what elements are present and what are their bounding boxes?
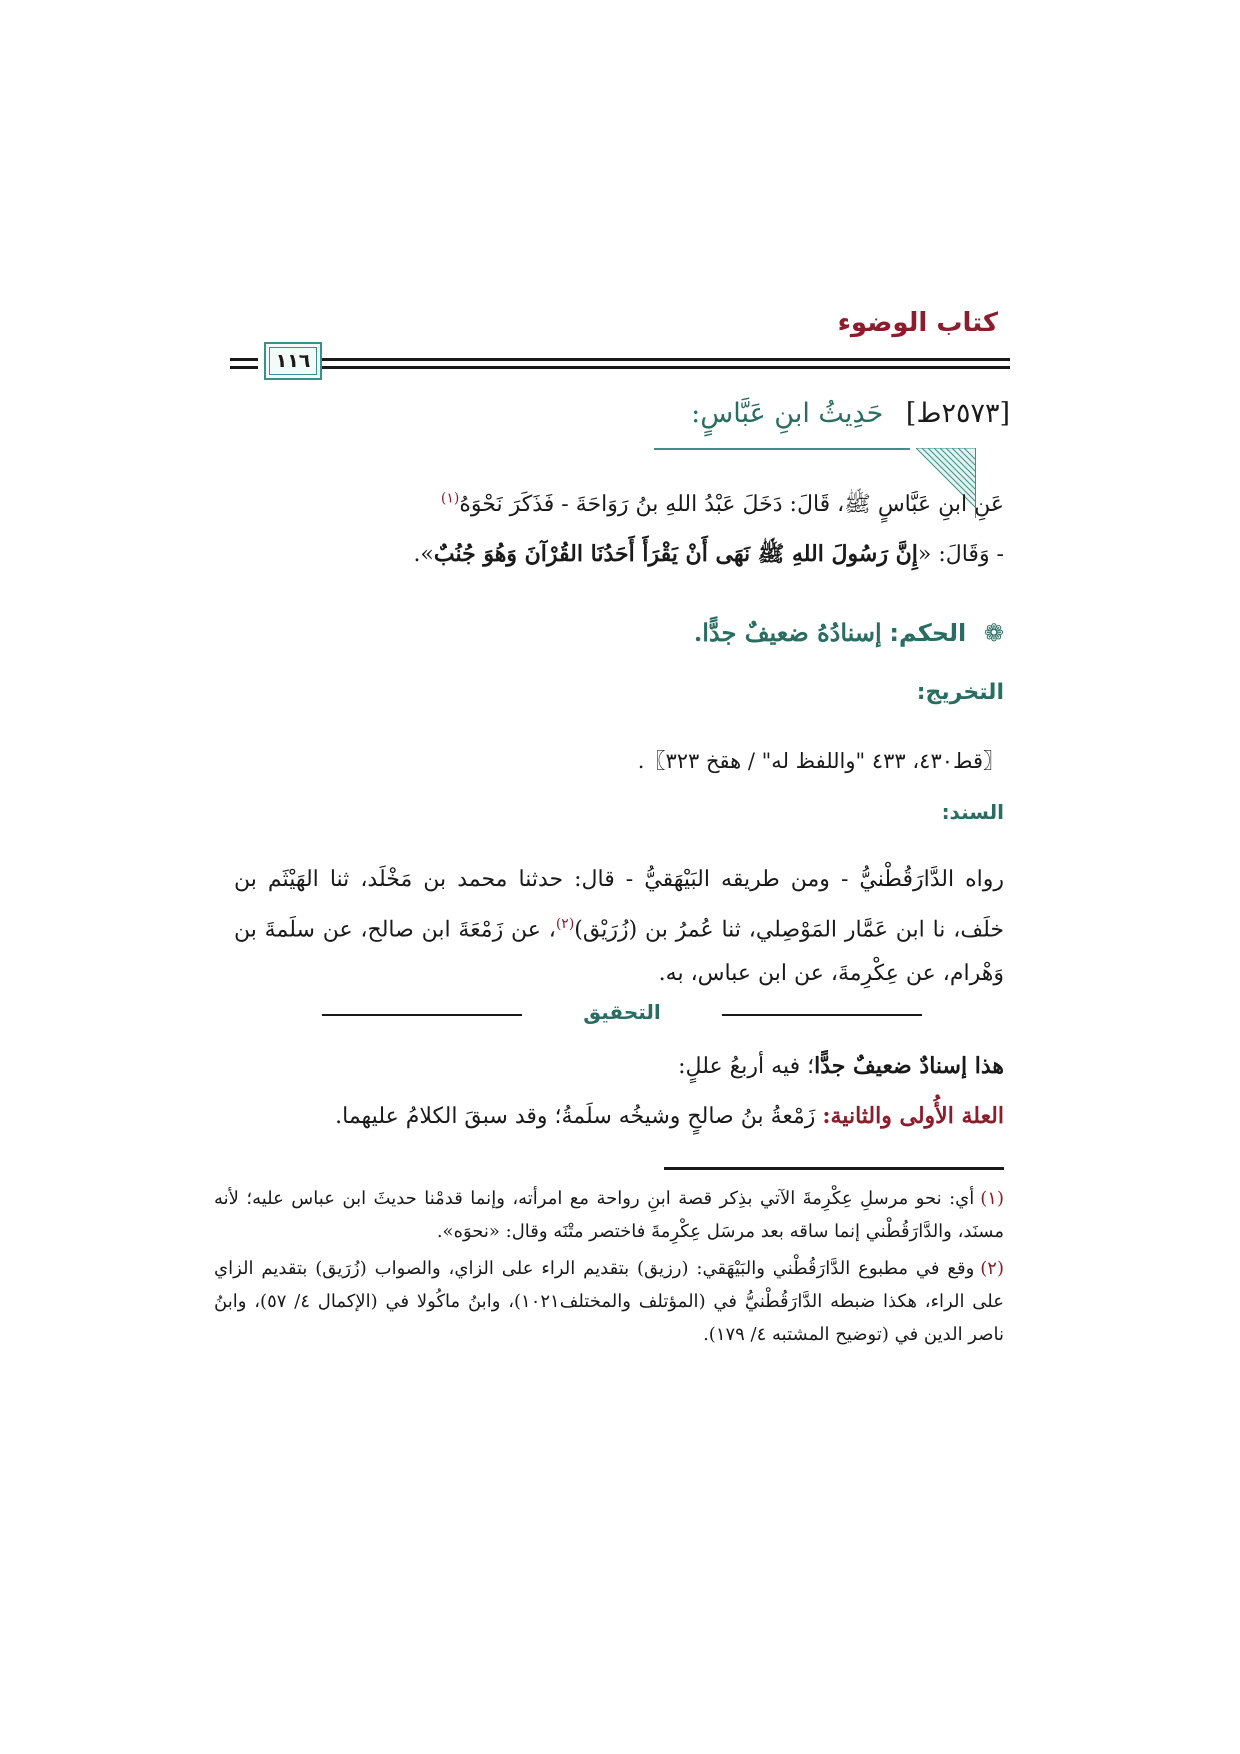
page-number: ١١٦ bbox=[275, 350, 311, 372]
ruling-value: إسنادُهُ ضعيفٌ جدًّا. bbox=[693, 618, 882, 647]
sanad-paragraph bbox=[234, 858, 1004, 996]
hadith-text-line-1 bbox=[441, 490, 1004, 522]
hadith-text-line-2 bbox=[413, 540, 1004, 572]
footnote-ref: (٢) bbox=[555, 916, 575, 932]
header-rule bbox=[310, 358, 1010, 361]
footnote-rule bbox=[664, 1167, 1004, 1170]
hadith-number: [٢٥٧٣ط] bbox=[905, 398, 1010, 429]
sanad-text-cont: ، عن زَمْعَةَ ابن صالح، عن سلَمةَ بن وَهْرام، عن عِكْرِمةَ، عن ابن عباس، به. bbox=[234, 917, 1004, 987]
footnote-item bbox=[214, 1252, 1004, 1351]
hadith-heading bbox=[691, 398, 1010, 429]
header-rule bbox=[230, 366, 258, 369]
illa-paragraph bbox=[234, 1094, 1004, 1139]
header-rule bbox=[230, 358, 258, 361]
flower-ornament-icon: ❁ bbox=[983, 619, 1004, 647]
tahqiq-divider bbox=[322, 1002, 922, 1026]
footnote-ref: (١) bbox=[440, 490, 460, 507]
hadith-text: عَنِ ابنِ عَبَّاسٍ ﷺ، قَالَ: دَخَلَ عَبْدُ اللهِ بنُ رَوَاحَةَ - فَذَكَرَ نَحْوَهُ bbox=[459, 492, 1004, 517]
header-rule bbox=[310, 366, 1010, 369]
hadith-title: حَدِيثُ ابنِ عَبَّاسٍ: bbox=[691, 398, 884, 429]
hadith-matn: إِنَّ رَسُولَ اللهِ ﷺ نَهَى أَنْ يَقْرَأَ أَحَدُنَا القُرْآنَ وَهُوَ جُنُبٌ bbox=[433, 541, 918, 567]
hadith-quote-close: ». bbox=[413, 542, 434, 567]
footnote-number: (١) bbox=[980, 1188, 1004, 1209]
divider-line bbox=[722, 1014, 922, 1016]
footnote-number: (٢) bbox=[980, 1258, 1004, 1279]
tahqiq-intro bbox=[234, 1044, 1004, 1089]
illa-label: العلة الأُولى والثانية: bbox=[822, 1103, 1004, 1129]
page-header bbox=[230, 300, 1010, 380]
heading-underline bbox=[654, 448, 910, 450]
hadith-quote-open: - وَقَالَ: « bbox=[917, 542, 1004, 567]
tahqiq-title: التحقيق bbox=[583, 1000, 661, 1024]
illa-text: زَمْعةُ بنُ صالحٍ وشيخُه سلَمةُ؛ وقد سبقَ الكلامُ عليهما. bbox=[335, 1104, 823, 1129]
footnotes bbox=[214, 1182, 1004, 1355]
divider-line bbox=[322, 1014, 522, 1016]
tahqiq-intro-bold: هذا إسنادٌ ضعيفٌ جدًّا bbox=[814, 1053, 1004, 1079]
tahqiq-intro-rest: ؛ فيه أربعُ عللٍ: bbox=[678, 1054, 815, 1079]
footnote-text: وقع في مطبوع الدَّارَقُطْني والبَيْهَقي: (رزيق) بتقديم الراء على الزاي، والصواب (زُرَيق) بتقديم الزاي على الراء، هكذا ضبطه الدَّارَقُطْنيُّ في (المؤتلف والمختلف١٠٢١)، وابنُ ماكُولا في (الإكمال ٤/ ٥٧)، وابنُ ناصر الدين في (توضيح المشتبه ٤/ ١٧٩). bbox=[214, 1258, 1004, 1345]
sanad-text: رواه الدَّارَقُطْنيُّ - ومن طريقه البَيْهَقيُّ - قال: حدثنا محمد بن مَخْلَد، ثنا الهَيْثَم بن خلَف، نا ابن عَمَّار المَوْصِلي، ثنا عُمرُ بن (زُرَيْق) bbox=[234, 867, 1004, 943]
ruling bbox=[694, 618, 1004, 647]
sanad-label: السند: bbox=[941, 800, 1004, 824]
takhrij-label: التخريج: bbox=[916, 680, 1004, 705]
takhrij-sources: 〖قط٤٣٠، ٤٣٣ "واللفظ له" / هقخ ٣٢٣〗. bbox=[637, 749, 1004, 773]
book-title: كتاب الوضوء bbox=[837, 308, 998, 338]
page-number-badge bbox=[264, 342, 322, 380]
ruling-label: الحكم: bbox=[889, 619, 967, 647]
footnote-item bbox=[214, 1182, 1004, 1248]
footnote-text: أي: نحو مرسلِ عِكْرِمةَ الآتي بذِكر قصة ابنِ رواحة مع امرأته، وإنما قدمْنا حديثَ ابن عباس عليه؛ لأنه مسنَد، والدَّارَقُطْني إنما ساقه بعد مرسَل عِكْرِمةَ فاختصر متْنَه وقال: «نحوَه». bbox=[214, 1188, 1004, 1242]
